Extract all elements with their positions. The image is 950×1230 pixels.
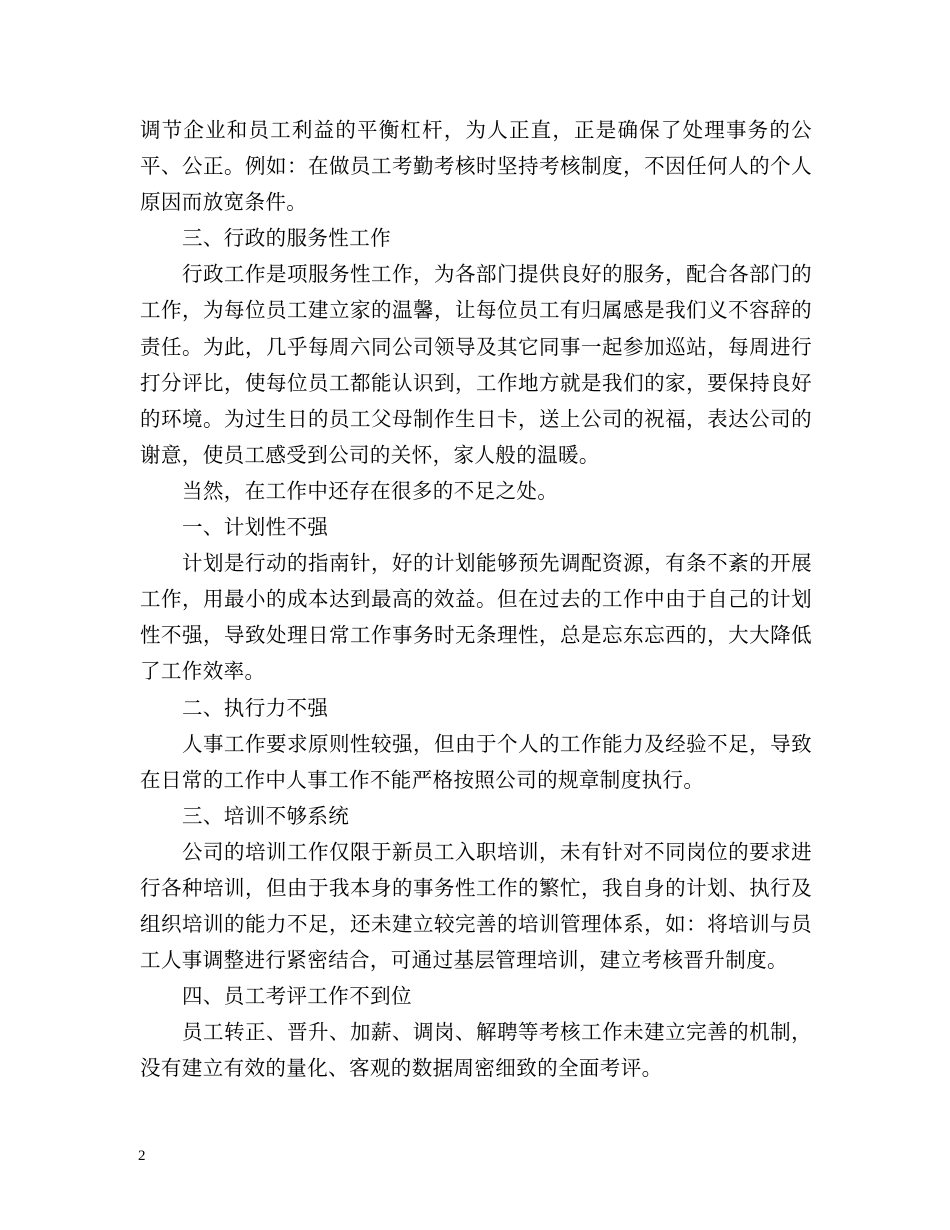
section-heading-evaluation: 四、员工考评工作不到位 — [182, 984, 412, 1009]
paragraph-evaluation: 员工转正、晋升、加薪、调岗、解聘等考核工作未建立完善的机制，没有建立有效的量化、客观的数据周密细致的全面考评。 — [140, 1020, 812, 1081]
section-heading-admin-service: 三、行政的服务性工作 — [182, 226, 391, 251]
paragraph-shortcomings-intro: 当然，在工作中还存在很多的不足之处。 — [182, 478, 559, 503]
section-heading-training: 三、培训不够系统 — [182, 803, 350, 828]
paragraph-continuation: 调节企业和员工利益的平衡杠杆，为人正直，正是确保了处理事务的公平、公正。例如：在做员工考勤考核时坚持考核制度，不因任何人的个人原因而放宽条件。 — [140, 118, 812, 215]
document-body — [140, 112, 812, 1087]
paragraph-execution: 人事工作要求原则性较强，但由于个人的工作能力及经验不足，导致在日常的工作中人事工作不能严格按照公司的规章制度执行。 — [140, 731, 812, 792]
paragraph-admin-service: 行政工作是项服务性工作，为各部门提供良好的服务，配合各部门的工作，为每位员工建立家的温馨，让每位员工有归属感是我们义不容辞的责任。为此，几乎每周六同公司领导及其它同事一起参加巡站，每周进行打分评比，使每位员工都能认识到，工作地方就是我们的家，要保持良好的环境。为过生日的员工父母制作生日卡，送上公司的祝福，表达公司的谢意，使员工感受到公司的关怀，家人般的温暖。 — [140, 262, 812, 467]
page-number: 2 — [138, 1148, 146, 1164]
paragraph-planning: 计划是行动的指南针，好的计划能够预先调配资源，有条不紊的开展工作，用最小的成本达到最高的效益。但在过去的工作中由于自己的计划性不强，导致处理日常工作事务时无条理性，总是忘东忘西的，大大降低了工作效率。 — [140, 551, 812, 684]
section-heading-execution: 二、执行力不强 — [182, 695, 329, 720]
paragraph-training: 公司的培训工作仅限于新员工入职培训，未有针对不同岗位的要求进行各种培训，但由于我本身的事务性工作的繁忙，我自身的计划、执行及组织培训的能力不足，还未建立较完善的培训管理体系，如：将培训与员工人事调整进行紧密结合，可通过基层管理培训，建立考核晋升制度。 — [140, 839, 812, 973]
section-heading-planning: 一、计划性不强 — [182, 515, 329, 540]
